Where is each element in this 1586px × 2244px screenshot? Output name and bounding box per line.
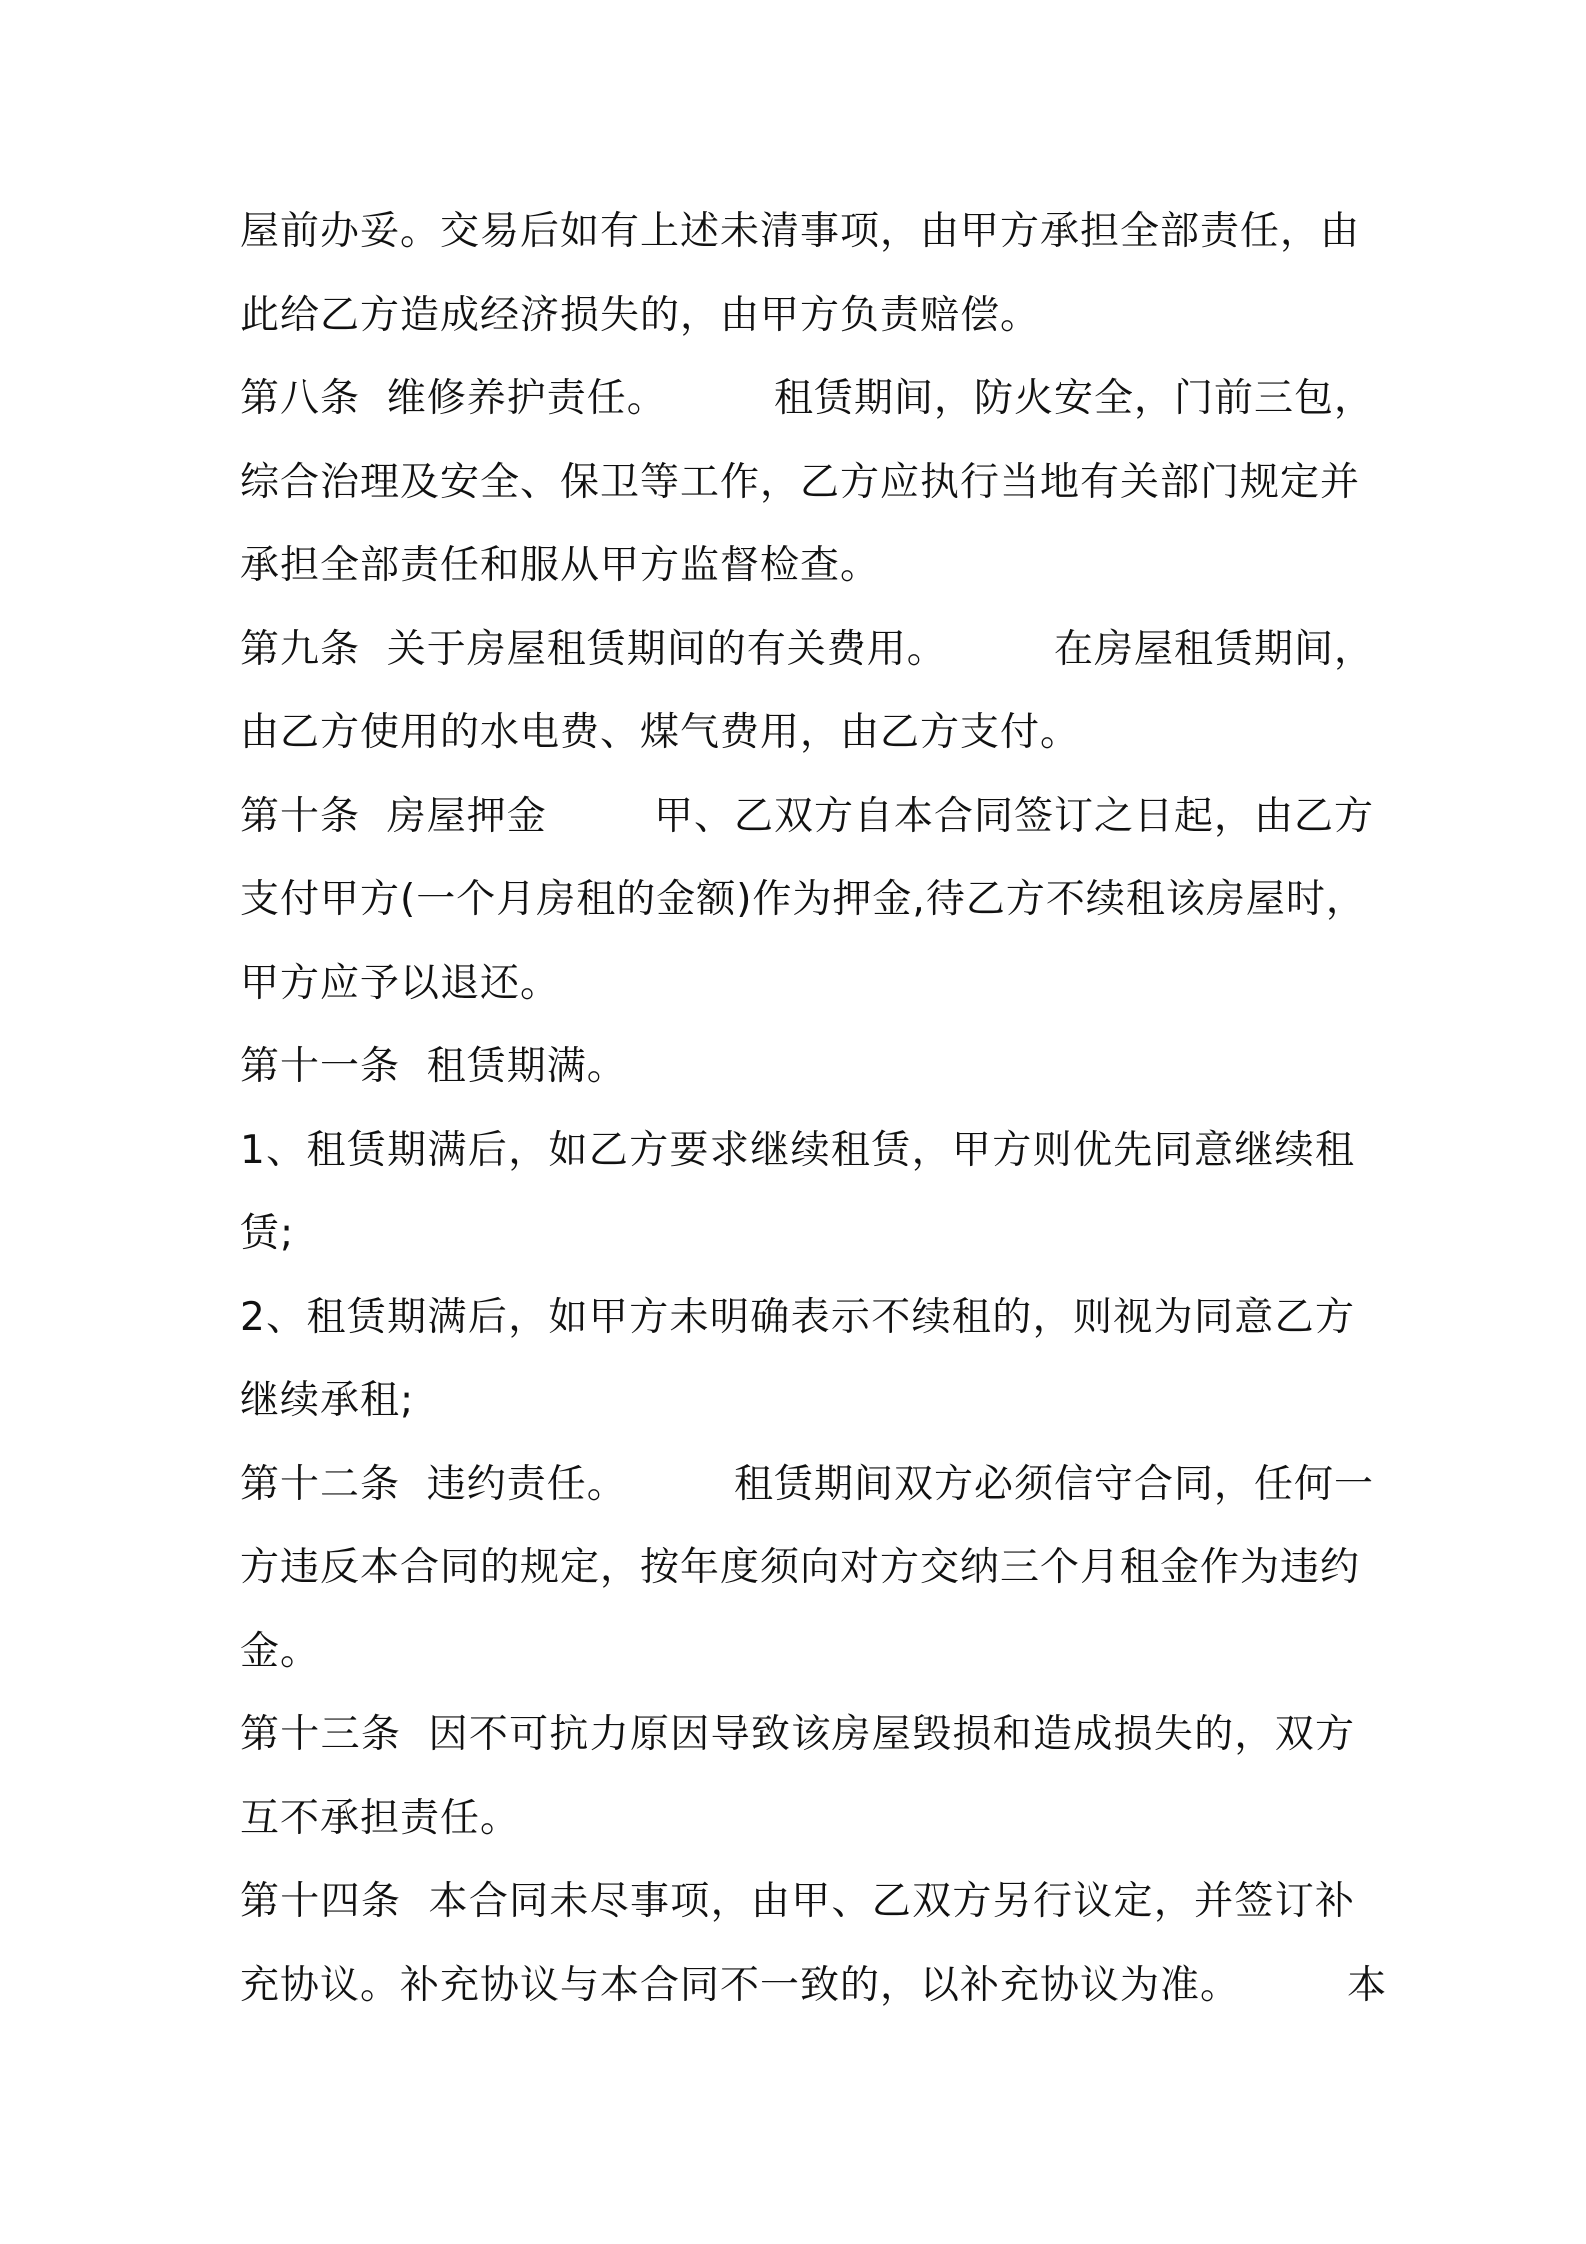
article-12-line: 第十二条 违约责任。 租赁期间双方必须信守合同，任何一 [240,1461,1374,1507]
article-10-line: 第十条 房屋押金 甲、乙双方自本合同签订之日起，由乙方 [240,793,1374,839]
article-13-line: 第十三条 因不可抗力原因导致该房屋毁损和造成损失的，双方 [240,1712,1355,1757]
article-9-line: 第九条 关于房屋租赁期间的有关费用。 在房屋租赁期间， [240,626,1374,672]
text-line: 金。 [240,1628,321,1674]
text-line: 互不承担责任。 [240,1795,521,1841]
text-line: 支付甲方(一个月房租的金额)作为押金,待乙方不续租该房屋时， [240,877,1366,922]
text-line: 综合治理及安全、保卫等工作，乙方应执行当地有关部门规定并 [240,459,1361,505]
article-14-line: 第十四条 本合同未尽事项，由甲、乙双方另行议定，并签订补 [240,1879,1355,1924]
text-line: 此给乙方造成经济损失的，由甲方负责赔偿。 [240,292,1041,338]
text-line: 继续承租; [240,1378,415,1423]
text-line: 屋前办妥。交易后如有上述未清事项，由甲方承担全部责任，由 [240,209,1361,254]
text-line: 承担全部责任和服从甲方监督检查。 [240,543,881,588]
text-line: 甲方应予以退还。 [240,960,561,1006]
clause-2-line: 2、租赁期满后，如甲方未明确表示不续租的，则视为同意乙方 [240,1294,1355,1340]
article-8-line: 第八条 维修养护责任。 租赁期间，防火安全，门前三包， [240,376,1374,421]
text-line: 方违反本合同的规定，按年度须向对方交纳三个月租金作为违约 [240,1545,1361,1590]
text-line: 由乙方使用的水电费、煤气费用，由乙方支付。 [240,710,1081,755]
text-line: 充协议。补充协议与本合同不一致的，以补充协议为准。 本 [240,1962,1388,2008]
text-line: 赁; [240,1211,295,1256]
article-11-line: 第十一条 租赁期满。 [240,1044,627,1089]
clause-1-line: 1、租赁期满后，如乙方要求继续租赁，甲方则优先同意继续租 [240,1127,1355,1173]
contract-text-body [240,190,1388,2027]
